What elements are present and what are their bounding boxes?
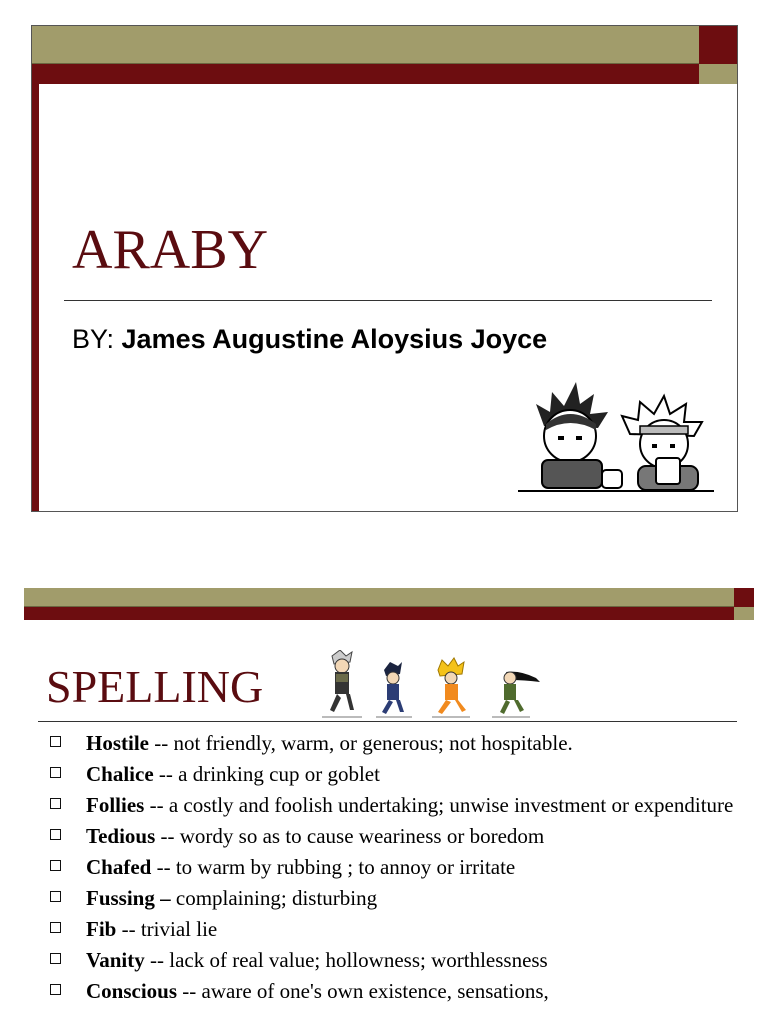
cartoon-characters-image (518, 374, 716, 496)
term-definition: -- trivial lie (116, 917, 218, 941)
vocabulary-list (48, 732, 748, 1011)
runner-blond-hair (432, 658, 470, 718)
runner-silver-hair (322, 650, 362, 718)
runner-dark-hair (376, 662, 412, 718)
term-definition: -- wordy so as to cause weariness or boredom (155, 824, 545, 848)
square-bullet-icon (50, 922, 61, 933)
running-characters-image (310, 650, 556, 722)
list-item (48, 918, 748, 940)
square-bullet-icon (50, 953, 61, 964)
header-olive-square (734, 607, 754, 620)
list-item (48, 825, 748, 847)
square-bullet-icon (50, 984, 61, 995)
dark-hair-character (536, 382, 622, 488)
list-item (48, 887, 748, 909)
blond-hair-character (622, 396, 702, 490)
header-maroon-square (734, 588, 754, 607)
slide-title: SPELLING (46, 661, 264, 712)
header-olive-bar (24, 588, 734, 607)
author-name: James Augustine Aloysius Joyce (121, 324, 548, 354)
title-divider (38, 721, 737, 722)
list-item (48, 856, 748, 878)
title-divider (64, 300, 712, 301)
term-definition: -- not friendly, warm, or generous; not hospitable. (149, 731, 573, 755)
by-label: BY: (72, 324, 122, 354)
list-item (48, 794, 748, 816)
list-item (48, 980, 748, 1002)
header-maroon-bar (32, 64, 699, 84)
term-word: Follies (86, 793, 145, 817)
term-definition: -- a costly and foolish undertaking; unwise investment or expenditure (144, 793, 734, 817)
term-definition: -- to warm by rubbing ; to annoy or irritate (151, 855, 516, 879)
term-word: Chafed (86, 855, 152, 879)
term-word: Tedious (86, 824, 156, 848)
square-bullet-icon (50, 829, 61, 840)
term-word: Conscious (86, 979, 178, 1003)
square-bullet-icon (50, 767, 61, 778)
square-bullet-icon (50, 736, 61, 747)
list-item (48, 732, 748, 754)
spelling-slide (24, 588, 754, 1024)
list-item (48, 763, 748, 785)
term-word: Fussing – (86, 886, 171, 910)
term-word: Vanity (86, 948, 145, 972)
runner-long-hair (492, 672, 540, 718)
square-bullet-icon (50, 860, 61, 871)
title-slide (31, 25, 738, 512)
header-olive-bar (32, 26, 699, 64)
term-word: Chalice (86, 762, 154, 786)
term-word: Hostile (86, 731, 149, 755)
header-maroon-bar (24, 607, 734, 620)
term-definition: -- aware of one's own existence, sensations, (177, 979, 549, 1003)
term-definition: -- a drinking cup or goblet (153, 762, 380, 786)
slide-title: ARABY (72, 219, 269, 281)
square-bullet-icon (50, 891, 61, 902)
term-word: Fib (86, 917, 117, 941)
author-line (72, 324, 547, 355)
header-olive-square (699, 64, 738, 84)
list-item (48, 949, 748, 971)
square-bullet-icon (50, 798, 61, 809)
term-definition: -- lack of real value; hollowness; worthlessness (144, 948, 548, 972)
header-maroon-square (699, 26, 738, 64)
term-definition: complaining; disturbing (170, 886, 378, 910)
left-accent-bar (32, 84, 39, 512)
